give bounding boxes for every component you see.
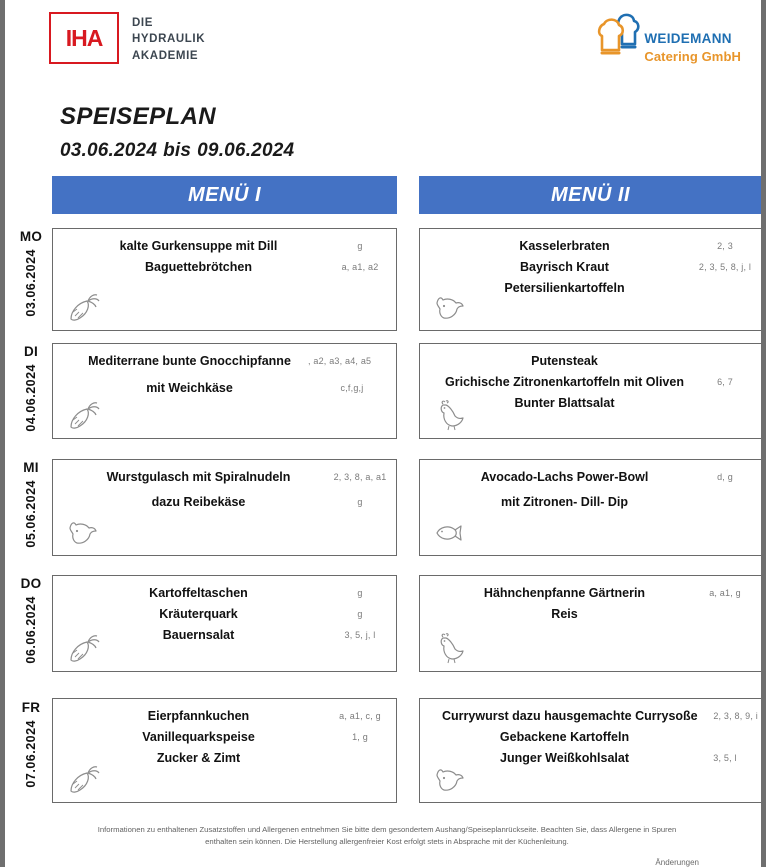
- dish-row: [53, 582, 396, 603]
- footer-note-line2: enthalten sein können. Die Herstellung allergenfreier Kost erfolgt stets in Absprache mit der Küchenleitung.: [205, 836, 569, 846]
- dish-row: [53, 256, 396, 277]
- dish-name: Kartoffeltaschen: [149, 585, 248, 600]
- weidemann-name: WEIDEMANN: [644, 31, 732, 46]
- dish-name: Hähnchenpfanne Gärtnerin: [483, 585, 646, 600]
- dish-name: Eierpfannkuchen: [147, 708, 250, 723]
- day-label-di: [13, 344, 49, 432]
- dish-allergens: 2, 3, 8, 9, i: [713, 710, 758, 721]
- dish-name: Putensteak: [531, 353, 598, 368]
- chef-hats-icon: [594, 10, 642, 62]
- dish-row: [420, 466, 761, 487]
- pig-icon: [433, 291, 473, 323]
- dish-name: Kasselerbraten: [519, 238, 610, 253]
- carrot-icon: [66, 763, 106, 795]
- dish-name: Reis: [551, 606, 578, 621]
- dish-name: Currywurst dazu hausgemachte Currysoße: [442, 708, 698, 723]
- iha-logo-wordmark: [132, 15, 205, 64]
- date-range-to: 09.06.2024: [197, 140, 295, 161]
- dish-name: kalte Gurkensuppe mit Dill: [119, 238, 278, 253]
- iha-logo-mark-text: IHA: [65, 24, 103, 51]
- footer-note-line1: Informationen zu enthaltenen Zusatzstoffen und Allergenen entnehmen Sie bitte dem gesondertem Aushang/Speiseplanrückseite. Beachten Sie, dass Allergene in Spuren: [97, 825, 677, 834]
- dish-name: Petersilienkartoffeln: [504, 280, 625, 295]
- day-label-weekday: DO: [20, 576, 42, 591]
- chicken-icon: [433, 632, 473, 664]
- dish-row: [53, 235, 396, 256]
- day-label-fr: [13, 700, 49, 788]
- dish-allergens: 2, 3, 8, a, a1: [333, 471, 387, 482]
- dish-row: [420, 726, 761, 747]
- dish-allergens: 1, g: [352, 731, 368, 742]
- day-label-date: 03.06.2024: [24, 249, 38, 317]
- iha-logo-mark: [49, 12, 119, 64]
- dish-allergens: 2, 3: [717, 240, 733, 251]
- dish-allergens: g: [357, 608, 363, 619]
- iha-logo: [49, 12, 205, 64]
- dish-name: Gebackene Kartoffeln: [499, 729, 630, 744]
- dish-row: [53, 705, 396, 726]
- dish-row: [420, 705, 761, 726]
- day-label-weekday: MI: [23, 460, 39, 475]
- date-range-from: 03.06.2024: [60, 140, 158, 161]
- day-label-weekday: DI: [23, 344, 39, 359]
- dish-name: Avocado-Lachs Power-Bowl: [480, 469, 649, 484]
- iha-logo-line2: HYDRAULIK: [132, 33, 206, 46]
- dish-allergens: c,f,g,j: [340, 382, 364, 393]
- dish-allergens: , a2, a3, a4, a5: [308, 355, 372, 366]
- menu-cell-di-menu1: [52, 343, 397, 439]
- footer-clipped-note: Änderungen: [655, 858, 699, 867]
- date-range: [60, 140, 294, 162]
- dish-allergens: a, a1, g: [709, 587, 741, 598]
- dish-name: Wurstgulasch mit Spiralnudeln: [106, 469, 291, 484]
- menu-cell-mi-menu1: [52, 459, 397, 556]
- dish-name: Bayrisch Kraut: [520, 259, 609, 274]
- dish-allergens: 6, 7: [717, 376, 733, 387]
- dish-row: [53, 377, 396, 398]
- dish-allergens: 3, 5, l: [713, 752, 737, 763]
- menu-cell-fr-menu1: [52, 698, 397, 803]
- menu-column-header-1: MENÜ I: [52, 176, 397, 214]
- dish-row: [53, 466, 396, 487]
- dish-name: Bunter Blattsalat: [514, 395, 615, 410]
- menu-cell-fr-menu2: [419, 698, 762, 803]
- day-label-weekday: MO: [19, 229, 43, 244]
- menu-cell-mi-menu2: [419, 459, 762, 556]
- document-sheet: [5, 0, 761, 867]
- dish-name: dazu Reibekäse: [151, 494, 246, 509]
- dish-row: [420, 582, 761, 603]
- dish-name: Grichische Zitronenkartoffeln mit Oliven: [445, 374, 684, 389]
- dish-row: [420, 350, 761, 371]
- fish-icon: [433, 516, 473, 548]
- day-label-mo: [13, 229, 49, 317]
- day-label-do: [13, 576, 49, 664]
- menu-cell-mo-menu1: [52, 228, 397, 331]
- menu-column-header-2: MENÜ II: [419, 176, 762, 214]
- day-label-date: 07.06.2024: [24, 720, 38, 788]
- dish-name: Bauernsalat: [162, 627, 235, 642]
- date-range-separator: bis: [163, 140, 192, 161]
- iha-logo-line1: DIE: [132, 17, 153, 29]
- page-title: SPEISEPLAN: [60, 103, 217, 130]
- menu-cell-di-menu2: [419, 343, 762, 439]
- chicken-icon: [433, 399, 473, 431]
- dish-name: Junger Weißkohlsalat: [500, 750, 629, 765]
- day-label-date: 06.06.2024: [24, 596, 38, 664]
- carrot-icon: [66, 291, 106, 323]
- dish-allergens: a, a1, c, g: [339, 710, 381, 721]
- weidemann-subtitle: Catering GmbH: [644, 48, 741, 64]
- weidemann-wordmark: [644, 32, 741, 64]
- document-header: [5, 0, 761, 92]
- dish-allergens: g: [357, 496, 363, 507]
- day-label-mi: [13, 460, 49, 548]
- dish-name: Baguettebrötchen: [145, 259, 252, 274]
- iha-logo-line3: AKADEMIE: [132, 49, 199, 62]
- dish-row: [53, 491, 396, 512]
- dish-allergens: 2, 3, 5, 8, j, l: [698, 261, 752, 272]
- footer-note: [67, 824, 707, 848]
- dish-row: [420, 491, 761, 512]
- pig-icon: [433, 763, 473, 795]
- dish-row: [420, 603, 761, 624]
- dish-allergens: g: [357, 240, 363, 251]
- dish-row: [420, 371, 761, 392]
- dish-allergens: 3, 5, j, l: [344, 629, 376, 640]
- dish-row: [420, 235, 761, 256]
- dish-name: Zucker & Zimt: [156, 750, 241, 765]
- menu-cell-do-menu2: [419, 575, 762, 672]
- day-label-weekday: FR: [21, 700, 41, 715]
- dish-name: mit Zitronen- Dill- Dip: [500, 494, 629, 509]
- dish-allergens: a, a1, a2: [341, 261, 379, 272]
- dish-row: [53, 726, 396, 747]
- dish-row: [420, 256, 761, 277]
- dish-allergens: d, g: [717, 471, 733, 482]
- menu-cell-do-menu1: [52, 575, 397, 672]
- page-title-block: [60, 103, 294, 162]
- weidemann-logo: [594, 10, 741, 64]
- day-label-date: 05.06.2024: [24, 480, 38, 548]
- dish-name: mit Weichkäse: [146, 380, 233, 395]
- dish-row: [53, 350, 396, 371]
- day-label-date: 04.06.2024: [24, 364, 38, 432]
- dish-allergens: g: [357, 587, 363, 598]
- carrot-icon: [66, 632, 106, 664]
- menu-cell-mo-menu2: [419, 228, 762, 331]
- carrot-icon: [66, 399, 106, 431]
- dish-name: Mediterrane bunte Gnocchipfanne: [88, 353, 291, 368]
- dish-row: [53, 603, 396, 624]
- dish-name: Kräuterquark: [159, 606, 238, 621]
- pig-icon: [66, 516, 106, 548]
- dish-name: Vanillequarkspeise: [142, 729, 255, 744]
